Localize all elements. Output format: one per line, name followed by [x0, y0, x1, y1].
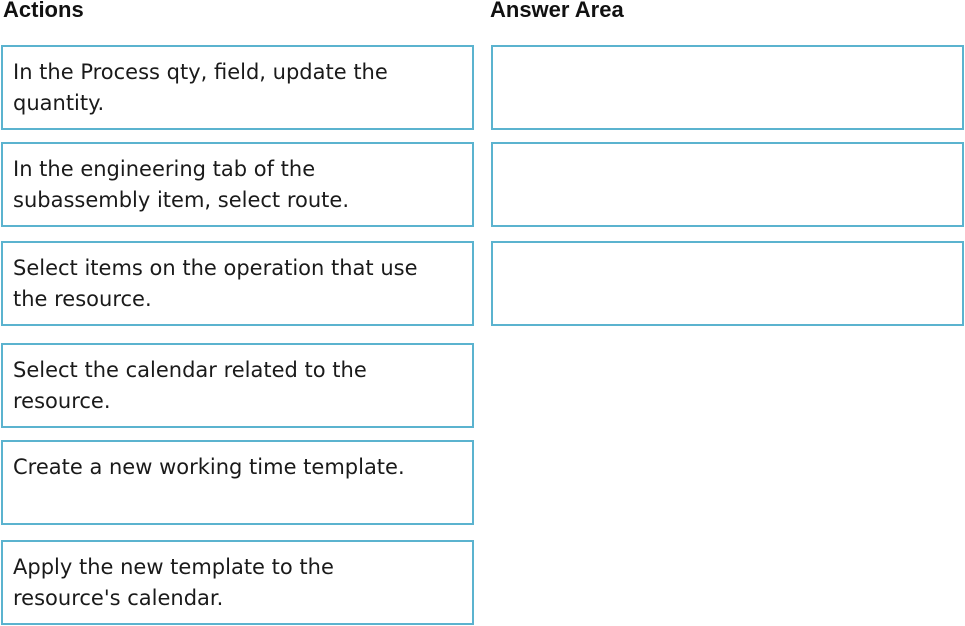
- answer-slot-1[interactable]: [491, 45, 964, 130]
- action-item-text: Select items on the operation that use the resource.: [13, 256, 418, 311]
- answer-slot-3[interactable]: [491, 241, 964, 326]
- action-item-text: Create a new working time template.: [13, 455, 405, 479]
- action-item-text: Apply the new template to the resource's calendar.: [13, 555, 334, 610]
- action-item-2[interactable]: [1, 142, 474, 227]
- action-item-6[interactable]: [1, 540, 474, 625]
- action-item-text: In the engineering tab of the subassembly item, select route.: [13, 157, 349, 212]
- action-item-5[interactable]: [1, 440, 474, 525]
- actions-heading: Actions: [3, 0, 84, 22]
- answer-slot-2[interactable]: [491, 142, 964, 227]
- action-item-3[interactable]: [1, 241, 474, 326]
- answer-area-heading: Answer Area: [490, 0, 624, 22]
- action-item-1[interactable]: [1, 45, 474, 130]
- action-item-text: In the Process qty, field, update the quantity.: [13, 60, 388, 115]
- action-item-text: Select the calendar related to the resource.: [13, 358, 367, 413]
- action-item-4[interactable]: [1, 343, 474, 428]
